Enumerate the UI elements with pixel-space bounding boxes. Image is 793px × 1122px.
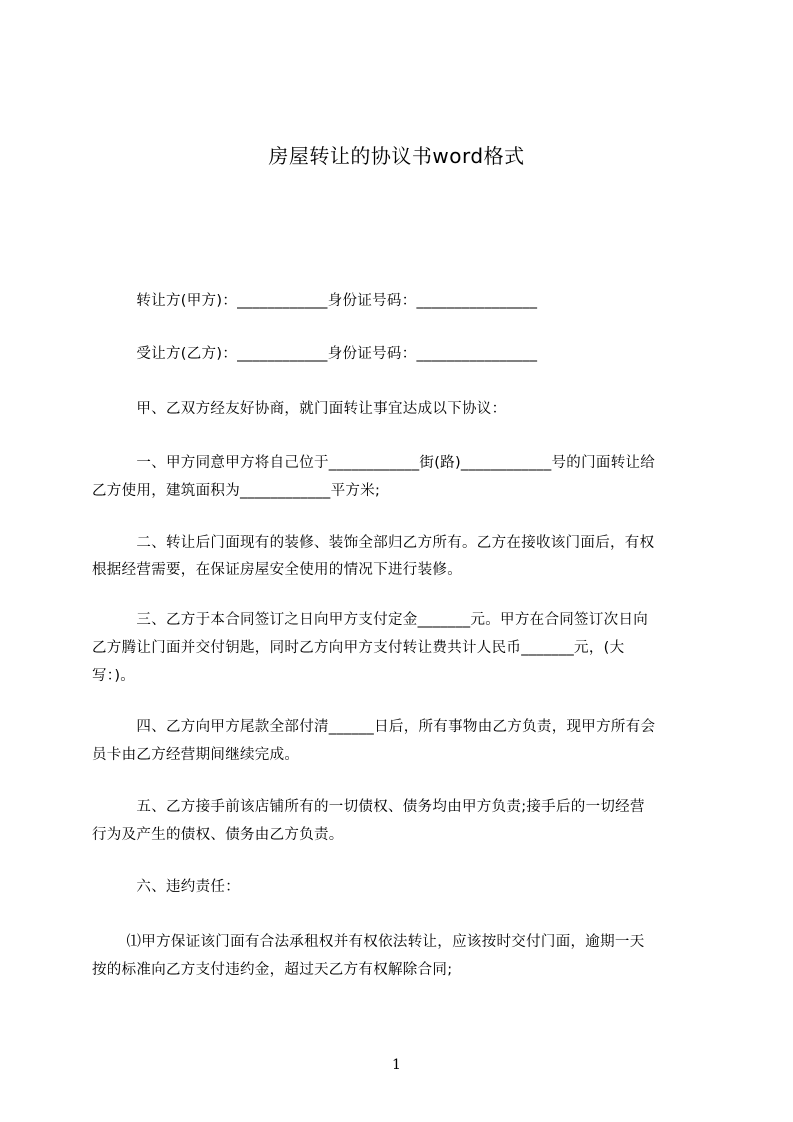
transferee-line: 受让方(乙方)：____________身份证号码：________________: [92, 346, 538, 362]
clause-4-line-1: 四、乙方向甲方尾款全部付清______日后，所有事物由乙方负责，现甲方所有会: [92, 719, 656, 735]
clause-5-line-1: 五、乙方接手前该店铺所有的一切债权、债务均由甲方负责;接手后的一切经营: [92, 799, 645, 815]
clause-2-line-1: 二、转让后门面现有的装修、装饰全部归乙方所有。乙方在接收该门面后，有权: [92, 535, 655, 551]
document-title: 房屋转让的协议书word格式: [268, 144, 525, 168]
clause-4-line-2: 员卡由乙方经营期间继续完成。: [92, 747, 300, 763]
clause-6-heading: 六、违约责任：: [92, 879, 240, 895]
page-number: 1: [392, 1057, 401, 1073]
clause-1-line-2: 乙方使用，建筑面积为____________平方米;: [92, 483, 381, 499]
transferor-line: 转让方(甲方)：____________身份证号码：________________: [92, 293, 538, 309]
clause-2-line-2: 根据经营需要，在保证房屋安全使用的情况下进行装修。: [92, 562, 462, 578]
clause-1-line-1: 一、甲方同意甲方将自己位于____________街(路)____________号的门面转让给: [92, 455, 656, 471]
clause-6-item-1-line-2: 按的标准向乙方支付违约金，超过天乙方有权解除合同;: [92, 962, 453, 978]
clause-3-line-3: 写：)。: [92, 668, 136, 684]
clause-5-line-2: 行为及产生的债权、债务由乙方负责。: [92, 827, 344, 843]
clause-6-item-1-line-1: ⑴甲方保证该门面有合法承租权并有权依法转让，应该按时交付门面，逾期一天: [92, 934, 645, 950]
clause-3-line-2: 乙方腾让门面并交付钥匙，同时乙方向甲方支付转让费共计人民币_______元，(大: [92, 640, 625, 656]
agreement-intro: 甲、乙双方经友好协商，就门面转让事宜达成以下协议：: [92, 401, 507, 417]
clause-3-line-1: 三、乙方于本合同签订之日向甲方支付定金_______元。甲方在合同签订次日向: [92, 612, 649, 628]
